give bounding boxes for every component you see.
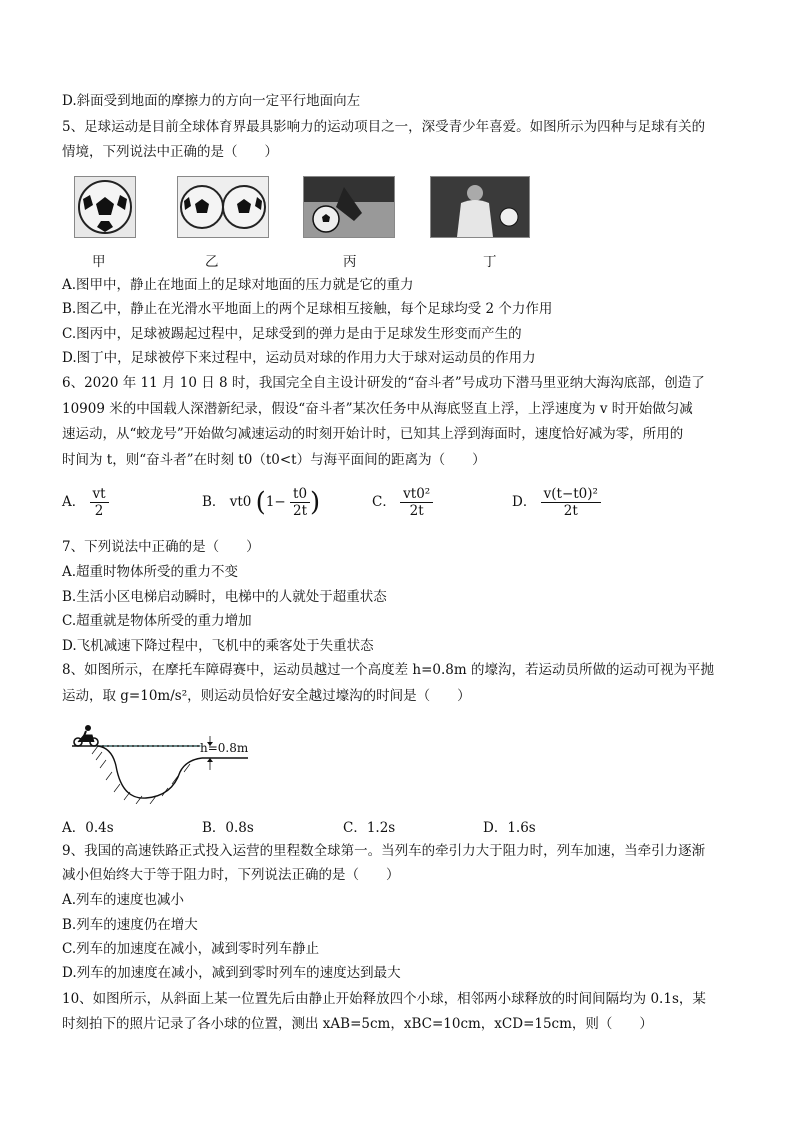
q6-option-b-label: B． [202,494,226,510]
q5-option-d: D.图丁中，足球被停下来过程中，运动员对球的作用力大于球对运动员的作用力 [62,350,536,366]
ditch-diagram [68,722,268,804]
q8-stem-line1: 8、如图所示，在摩托车障碍赛中，运动员越过一个高度差 h=0.8m 的壕沟，若运动员所做的运动可视为平抛 [62,662,714,678]
q6-option-a [62,486,109,519]
q5-option-b: B.图乙中，静止在光滑水平地面上的两个足球相互接触，每个足球均受 2 个力作用 [62,301,553,317]
kicking-ball-image-bing [303,176,395,238]
q6-option-c-fraction [400,486,433,519]
q6-option-b-prefix: vt0 [229,494,252,510]
q8-stem-line2: 运动，取 g=10m/s²，则运动员恰好安全越过壕沟的时间是（ ） [62,688,471,704]
q6-option-d-denominator: 2t [563,503,578,519]
q6-stem-line4: 时间为 t，则“奋斗者”在时刻 t0（t0<t）与海平面间的距离为（ ） [62,452,486,468]
caption-bing: 丙 [343,254,357,270]
q5-stem-line1: 5、足球运动是目前全球体育界最具影响力的运动项目之一，深受青少年喜爱。如图所示为四种与足球有关的 [62,119,706,135]
q6-option-a-fraction [90,486,109,519]
q6-option-c-numerator: vt0² [400,486,433,503]
soccer-ball-image-jia [74,176,136,238]
q5-option-c: C.图丙中，足球被踢起过程中，足球受到的弹力是由于足球发生形变而产生的 [62,326,522,342]
q8-option-b: B．0.8s [202,820,254,836]
q6-stem-line2: 10909 米的中国载人深潜新纪录，假设“奋斗者”某次任务中从海底竖直上浮，上浮速度为 v 时开始做匀减 [62,401,693,417]
q6-option-a-label: A． [62,494,86,510]
q6-option-d-label: D． [512,494,537,510]
q8-option-a: A．0.4s [62,820,114,836]
q6-option-c [372,486,433,519]
q7-option-a: A.超重时物体所受的重力不变 [62,564,239,580]
q6-option-b-fraction [290,486,310,519]
q6-stem-line3: 速运动，从“蛟龙号”开始做匀减速运动的时刻开始计时，已知其上浮到海面时，速度恰好减为零，所用的 [62,426,684,442]
q6-option-c-denominator: 2t [409,503,424,519]
caption-ding: 丁 [483,254,497,270]
player-stopping-ball-image-ding [430,176,530,238]
q9-option-c: C.列车的加速度在减小，减到零时列车静止 [62,941,320,957]
q7-option-b: B.生活小区电梯启动瞬时，电梯中的人就处于超重状态 [62,589,387,605]
q7-option-d: D.飞机减速下降过程中，飞机中的乘客处于失重状态 [62,638,374,654]
caption-yi: 乙 [205,254,219,270]
q6-option-a-numerator: vt [90,486,109,503]
q6-option-d-fraction [541,486,601,519]
q5-option-a: A.图甲中，静止在地面上的足球对地面的压力就是它的重力 [62,277,414,293]
q9-option-b: B.列车的速度仍在增大 [62,917,198,933]
q9-stem-line2: 减小但始终大于等于阻力时，下列说法正确的是（ ） [62,867,400,883]
q7-option-c: C.超重就是物体所受的重力增加 [62,613,252,629]
q6-option-b-denominator: 2t [293,503,308,519]
q9-option-d: D.列车的加速度在减小，减到到零时列车的速度达到最大 [62,965,401,981]
q6-option-b-numerator: t0 [290,486,310,503]
q5-stem-line2: 情境，下列说法中正确的是（ ） [62,144,278,160]
q6-option-a-denominator: 2 [94,503,104,519]
q4-option-d: D.斜面受到地面的摩擦力的方向一定平行地面向左 [62,93,361,109]
q10-stem-line1: 10、如图所示，从斜面上某一位置先后由静止开始释放四个小球，相邻两小球释放的时间间隔均为 0.1s，某 [62,991,706,1007]
motorcycle-icon [74,725,98,746]
two-soccer-balls-image-yi [177,176,269,238]
q6-option-b-inner: 1− [265,494,286,510]
q7-stem: 7、下列说法中正确的是（ ） [62,539,260,555]
q9-stem-line1: 9、我国的高速铁路正式投入运营的里程数全球第一。当列车的牵引力大于阻力时，列车加速，当牵引力逐渐 [62,843,706,859]
q9-option-a: A.列车的速度也减小 [62,892,185,908]
h-label: h=0.8m [200,741,249,755]
q6-option-c-label: C． [372,494,396,510]
q6-option-b: B． vt0 (1− $\frac{t0}{2t}$ ) [202,486,321,519]
q10-stem-line2: 时刻拍下的照片记录了各小球的位置，测出 xAB=5cm，xBC=10cm，xCD=15cm，则（ ） [62,1016,653,1032]
caption-jia: 甲 [92,254,106,270]
q6-option-d-numerator: v(t−t0)² [541,486,601,503]
q6-option-d [512,486,601,519]
q8-option-c: C．1.2s [343,820,396,836]
q8-option-d: D．1.6s [483,820,536,836]
q6-stem-line1: 6、2020 年 11 月 10 日 8 时，我国完全自主设计研发的“奋斗者”号成功下潜马里亚纳大海沟底部，创造了 [62,375,705,391]
